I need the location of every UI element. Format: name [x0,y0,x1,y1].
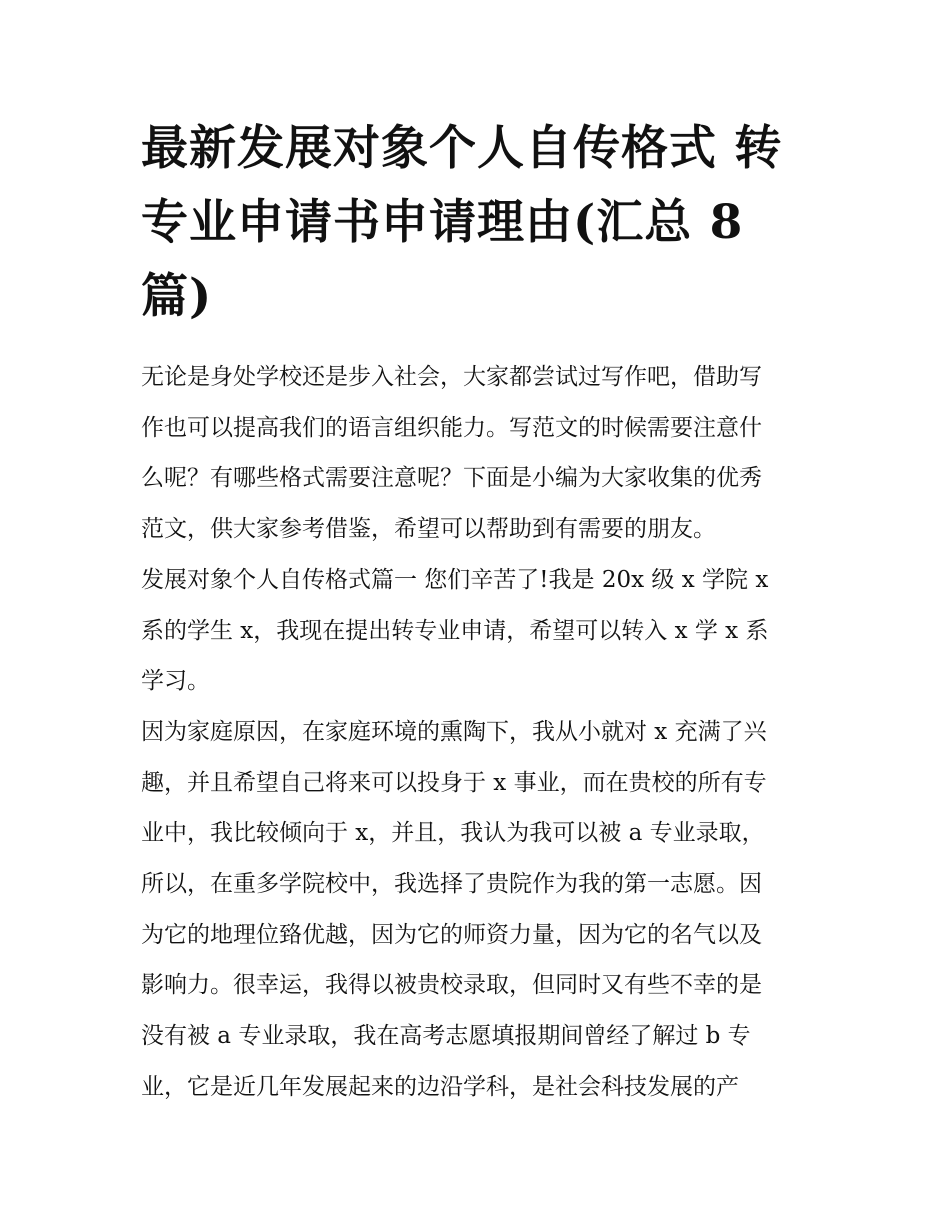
text-line: 趣，并且希望自己将来可以投身于 x 事业，而在贵校的所有专 [141,769,767,796]
document-body [141,352,813,1113]
text-line: 发展对象个人自传格式篇一 您们辛苦了!我是 20x 级 x 学院 x [141,566,769,593]
text-line: 影响力。很幸运，我得以被贵校录取，但同时又有些不幸的是 [141,972,762,999]
reason-paragraph [141,707,813,1113]
document-title [141,112,813,334]
text-line: 作也可以提高我们的语言组织能力。写范文的时候需要注意什 [141,414,762,441]
intro-paragraph [141,352,813,555]
title-line: 专业申请书申请理由(汇总 8 [141,195,744,250]
section-one-paragraph [141,555,813,707]
text-line: 没有被 a 专业录取，我在高考志愿填报期间曾经了解过 b 专 [141,1023,751,1050]
text-line: 因为家庭原因，在家庭环境的熏陶下，我从小就对 x 充满了兴 [141,718,767,745]
title-line: 篇) [141,269,213,324]
text-line: 么呢？有哪些格式需要注意呢？下面是小编为大家收集的优秀 [141,465,762,492]
text-line: 范文，供大家参考借鉴，希望可以帮助到有需要的朋友。 [141,516,716,543]
text-line: 学习。 [141,668,210,695]
text-line: 为它的地理位臵优越，因为它的师资力量，因为它的名气以及 [141,921,762,948]
text-line: 所以，在重多学院校中，我选择了贵院作为我的第一志愿。因 [141,871,762,898]
text-line: 系的学生 x，我现在提出转专业申请，希望可以转入 x 学 x 系 [141,617,769,644]
text-line: 无论是身处学校还是步入社会，大家都尝试过写作吧，借助写 [141,364,762,390]
text-line: 业中，我比较倾向于 x，并且，我认为我可以被 a 专业录取， [141,820,765,847]
document-content [141,112,813,1113]
title-line: 最新发展对象个人自传格式 转 [141,121,783,176]
text-line: 业，它是近几年发展起来的边沿学科，是社会科技发展的产 [141,1073,739,1100]
